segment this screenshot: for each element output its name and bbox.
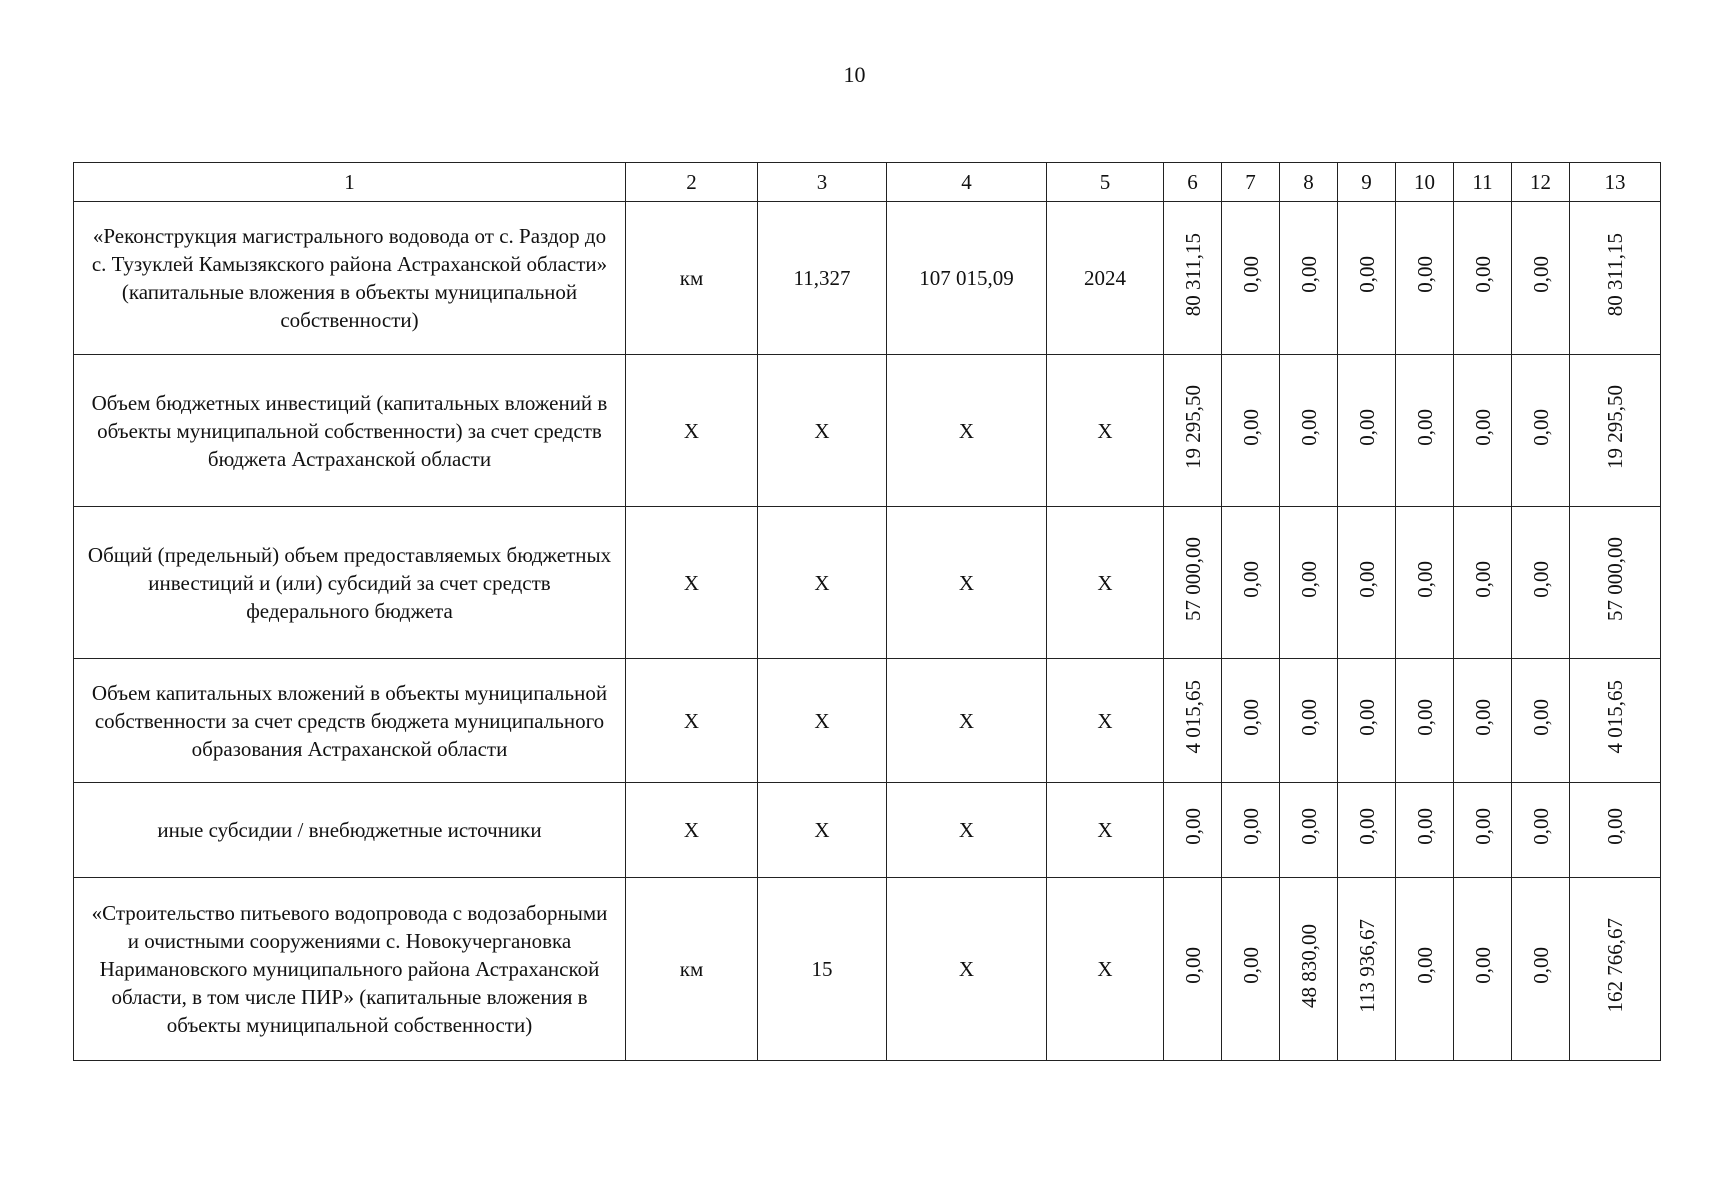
value-cell: [1280, 659, 1338, 783]
value-text: 0,00: [1412, 947, 1437, 984]
year-cell: 2024: [1047, 202, 1164, 355]
page-number: 10: [843, 62, 866, 87]
value-cell: [1570, 355, 1661, 507]
row-description: Объем капитальных вложений в объекты муниципальной собственности за счет средств бюджета муниципального образования Астраханской области: [74, 659, 626, 783]
header-cell: 3: [758, 163, 887, 202]
value-cell: [1338, 202, 1396, 355]
value-text: 0,00: [1470, 947, 1495, 984]
table-row: [74, 355, 1661, 507]
value-cell: [1512, 783, 1570, 878]
value-cell: [1570, 659, 1661, 783]
value-cell: [1164, 659, 1222, 783]
year-cell: Х: [1047, 507, 1164, 659]
value-text: 0,00: [1296, 808, 1321, 845]
header-cell: 1: [74, 163, 626, 202]
value-text: 0,00: [1238, 698, 1263, 736]
value-cell: [1222, 355, 1280, 507]
header-cell: 6: [1164, 163, 1222, 202]
value-text: 0,00: [1238, 560, 1263, 598]
value-text: 0,00: [1354, 408, 1379, 446]
value-text: 0,00: [1528, 808, 1553, 845]
value-text: 0,00: [1470, 256, 1495, 293]
year-cell: Х: [1047, 878, 1164, 1061]
value-text: 48 830,00: [1296, 923, 1321, 1008]
value-cell: [1512, 202, 1570, 355]
value-cell: [1454, 783, 1512, 878]
value-text: 0,00: [1238, 947, 1263, 984]
value-cell: [1280, 783, 1338, 878]
row-description: Объем бюджетных инвестиций (капитальных вложений в объекты муниципальной собственности) за счет средств бюджета Астраханской области: [74, 355, 626, 507]
value-text: 0,00: [1238, 808, 1263, 845]
header-cell: 11: [1454, 163, 1512, 202]
value-cell: [1454, 507, 1512, 659]
year-cell: Х: [1047, 783, 1164, 878]
value-text: 0,00: [1412, 256, 1437, 293]
value-cell: [1164, 202, 1222, 355]
header-cell: 9: [1338, 163, 1396, 202]
value-cell: [1512, 355, 1570, 507]
value-text: 0,00: [1238, 408, 1263, 446]
header-cell: 8: [1280, 163, 1338, 202]
value-text: 0,00: [1470, 408, 1495, 446]
capacity-cell: 11,327: [758, 202, 887, 355]
header-cell: 4: [887, 163, 1047, 202]
value-text: 0,00: [1603, 808, 1627, 845]
cost-cell: Х: [887, 355, 1047, 507]
value-text: 0,00: [1528, 560, 1553, 598]
capacity-cell: Х: [758, 507, 887, 659]
value-cell: [1164, 507, 1222, 659]
value-text: 57 000,00: [1180, 537, 1205, 621]
value-cell: [1280, 355, 1338, 507]
value-cell: [1512, 507, 1570, 659]
header-cell: 13: [1570, 163, 1661, 202]
value-text: 0,00: [1528, 947, 1553, 984]
capacity-cell: 15: [758, 878, 887, 1061]
value-cell: [1396, 783, 1454, 878]
year-cell: Х: [1047, 659, 1164, 783]
value-text: 0,00: [1470, 698, 1495, 736]
value-text: 0,00: [1354, 808, 1379, 845]
value-cell: [1396, 355, 1454, 507]
cost-cell: Х: [887, 659, 1047, 783]
value-cell: [1512, 878, 1570, 1061]
value-text: 0,00: [1354, 256, 1379, 293]
value-cell: [1338, 507, 1396, 659]
row-description: «Строительство питьевого водопровода с водозаборными и очистными сооружениями с. Новокучергановка Наримановского муниципального района Астраханской области, в том числе ПИР» (капитальные вложения в объекты муниципальной собственности): [74, 878, 626, 1061]
value-text: 0,00: [1412, 560, 1437, 598]
value-cell: [1570, 202, 1661, 355]
value-cell: [1338, 355, 1396, 507]
value-cell: [1164, 355, 1222, 507]
cost-cell: Х: [887, 783, 1047, 878]
unit-cell: Х: [626, 659, 758, 783]
value-text: 0,00: [1354, 560, 1379, 598]
unit-cell: Х: [626, 355, 758, 507]
value-cell: [1570, 783, 1661, 878]
row-description: Общий (предельный) объем предоставляемых бюджетных инвестиций и (или) субсидий за счет средств федерального бюджета: [74, 507, 626, 659]
value-cell: [1164, 878, 1222, 1061]
cost-cell: 107 015,09: [887, 202, 1047, 355]
investment-table: [73, 162, 1661, 1061]
row-description: «Реконструкция магистрального водовода от с. Раздор до с. Тузуклей Камызякского района Астраханской области» (капитальные вложения в объекты муниципальной собственности): [74, 202, 626, 355]
value-text: 0,00: [1354, 698, 1379, 736]
value-cell: [1338, 783, 1396, 878]
value-cell: [1396, 507, 1454, 659]
value-text: 0,00: [1296, 560, 1321, 598]
year-cell: Х: [1047, 355, 1164, 507]
value-text: 80 311,15: [1180, 232, 1205, 317]
unit-cell: Х: [626, 507, 758, 659]
capacity-cell: Х: [758, 355, 887, 507]
value-cell: [1164, 783, 1222, 878]
capacity-cell: Х: [758, 783, 887, 878]
value-text: 4 015,65: [1180, 680, 1205, 754]
value-text: 4 015,65: [1603, 680, 1627, 754]
value-text: 0,00: [1180, 947, 1205, 984]
header-cell: 5: [1047, 163, 1164, 202]
value-cell: [1454, 659, 1512, 783]
cost-cell: Х: [887, 507, 1047, 659]
value-cell: [1280, 878, 1338, 1061]
header-cell: 7: [1222, 163, 1280, 202]
value-text: 113 936,67: [1354, 918, 1379, 1013]
table-row: [74, 202, 1661, 355]
value-text: 0,00: [1296, 698, 1321, 736]
value-cell: [1280, 202, 1338, 355]
value-text: 0,00: [1412, 698, 1437, 736]
row-description: иные субсидии / внебюджетные источники: [74, 783, 626, 878]
unit-cell: км: [626, 878, 758, 1061]
value-text: 0,00: [1528, 256, 1553, 293]
header-cell: 10: [1396, 163, 1454, 202]
value-cell: [1338, 878, 1396, 1061]
value-cell: [1222, 202, 1280, 355]
table-row: [74, 783, 1661, 878]
value-text: 0,00: [1180, 808, 1205, 845]
value-text: 0,00: [1412, 408, 1437, 446]
cost-cell: Х: [887, 878, 1047, 1061]
value-cell: [1396, 659, 1454, 783]
table-row: [74, 659, 1661, 783]
value-text: 19 295,50: [1180, 385, 1205, 469]
value-cell: [1454, 355, 1512, 507]
value-text: 0,00: [1296, 256, 1321, 293]
value-cell: [1338, 659, 1396, 783]
value-cell: [1570, 507, 1661, 659]
value-text: 0,00: [1412, 808, 1437, 845]
capacity-cell: Х: [758, 659, 887, 783]
value-text: 162 766,67: [1603, 918, 1627, 1013]
header-cell: 12: [1512, 163, 1570, 202]
value-text: 0,00: [1528, 698, 1553, 736]
value-text: 19 295,50: [1603, 385, 1627, 469]
table-row: [74, 878, 1661, 1061]
unit-cell: км: [626, 202, 758, 355]
value-cell: [1454, 202, 1512, 355]
value-cell: [1222, 507, 1280, 659]
unit-cell: Х: [626, 783, 758, 878]
value-cell: [1222, 878, 1280, 1061]
value-text: 57 000,00: [1603, 537, 1627, 621]
header-row: [74, 163, 1661, 202]
value-text: 0,00: [1238, 256, 1263, 293]
value-text: 0,00: [1470, 808, 1495, 845]
header-cell: 2: [626, 163, 758, 202]
value-text: 80 311,15: [1603, 232, 1627, 317]
value-cell: [1280, 507, 1338, 659]
value-cell: [1222, 783, 1280, 878]
table-row: [74, 507, 1661, 659]
value-cell: [1512, 659, 1570, 783]
value-text: 0,00: [1296, 408, 1321, 446]
value-cell: [1396, 878, 1454, 1061]
value-cell: [1570, 878, 1661, 1061]
value-cell: [1222, 659, 1280, 783]
value-cell: [1396, 202, 1454, 355]
value-text: 0,00: [1470, 560, 1495, 598]
value-cell: [1454, 878, 1512, 1061]
value-text: 0,00: [1528, 408, 1553, 446]
